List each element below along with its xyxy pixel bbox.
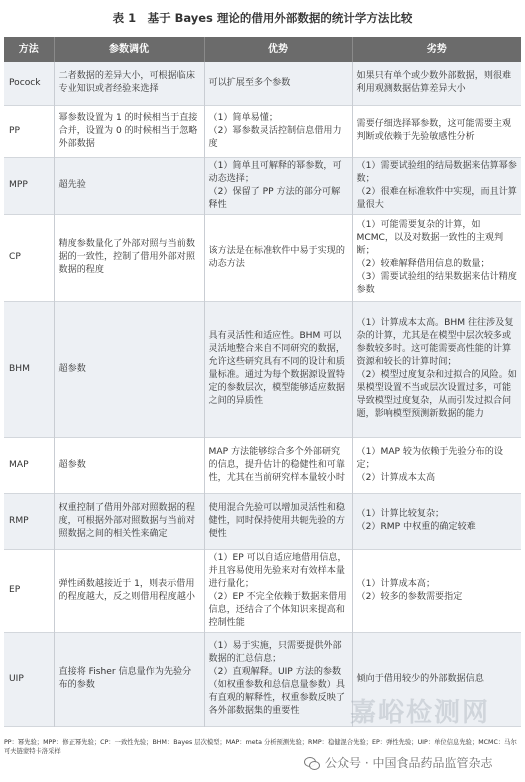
cons-cell: 倾向于借用较少的外部数据信息 <box>352 632 521 726</box>
tuning-cell: 超先验 <box>54 157 204 214</box>
method-cell: PP <box>4 105 54 157</box>
table-row <box>4 437 521 493</box>
header-method: 方法 <box>4 37 54 62</box>
cons-cell: 如果只有单个或少数外部数据，则很难利用观测数据估算差异大小 <box>352 62 521 105</box>
tuning-cell: 权重控制了借用外部对照数据的程度，可根据外部对照数据与当前对照数据之间的相关性来确定 <box>54 493 204 549</box>
header-tuning: 参数调优 <box>54 37 204 62</box>
table-footnote: PP：幂先验；MPP：修正幂先验；CP：一致性先验；BHM：Bayes 层次模型；MAP：meta 分析预测先验；RMP：稳健混合先验；EP：弹性先验；UIP：单位信息先验；MCMC：马尔可夫链蒙特卡洛采样 <box>4 739 517 755</box>
tuning-cell: 精度参数量化了外部对照与当前数据的一致性，控制了借用外部对照数据的程度 <box>54 214 204 301</box>
cons-cell: （1）可能需要复杂的计算，如 MCMC，以及对数据一致性的主观判断； （2）较难解释借用信息的数量； （3）需要试验组的结果数据来估计精度参数 <box>352 214 521 301</box>
table-row <box>4 157 521 214</box>
tuning-cell: 超参数 <box>54 301 204 437</box>
account-watermark <box>300 752 496 773</box>
cons-cell: （1）MAP 较为依赖于先验分布的设定； （2）计算成本太高 <box>352 437 521 493</box>
pros-cell: （1）简单且可解释的幂参数，可动态选择； （2）保留了 PP 方法的部分可解释性 <box>204 157 352 214</box>
method-cell: BHM <box>4 301 54 437</box>
cons-cell: （1）计算成本太高。BHM 往往涉及复杂的计算，尤其是在模型中层次较多或参数较多时。这可能需要高性能的计算资源和较长的计算时间； （2）模型过度复杂和过拟合的风险。如果模型设置不当或层次设置过多，可能导致模型过度复杂，从而引发过拟合问题，影响模型预测新数据的能力 <box>352 301 521 437</box>
cons-cell: （1）计算比较复杂； （2）RMP 中权重的确定较难 <box>352 493 521 549</box>
method-cell: RMP <box>4 493 54 549</box>
pros-cell: MAP 方法能够综合多个外部研究的信息，提升估计的稳健性和可靠性，尤其在当前研究样本量较小时 <box>204 437 352 493</box>
method-cell: MAP <box>4 437 54 493</box>
comparison-table <box>4 37 521 727</box>
pros-cell: （1）简单易懂； （2）幂参数灵活控制信息借用力度 <box>204 105 352 157</box>
method-cell: Pocock <box>4 62 54 105</box>
table-row <box>4 62 521 105</box>
tuning-cell: 直接将 Fisher 信息量作为先验分布的参数 <box>54 632 204 726</box>
table-row <box>4 549 521 632</box>
method-cell: MPP <box>4 157 54 214</box>
header-pros: 优势 <box>204 37 352 62</box>
pros-cell: 具有灵活性和适应性。BHM 可以灵活地整合来自不同研究的数据，允许这些研究具有不同的设计和质量标准。通过为每个数据源设置特定的参数层次，模型能够适应数据之间的异质性 <box>204 301 352 437</box>
account-label: 公众号 · 中国食品药品监管杂志 <box>325 756 493 770</box>
pros-cell: 该方法是在标准软件中易于实现的动态方法 <box>204 214 352 301</box>
table-row <box>4 105 521 157</box>
header-cons: 劣势 <box>352 37 521 62</box>
method-cell: EP <box>4 549 54 632</box>
cons-cell: （1）需要试验组的结局数据来估算幂参数； （2）很难在标准软件中实现，而且计算量很大 <box>352 157 521 214</box>
method-cell: UIP <box>4 632 54 726</box>
table-caption: 表 1 基于 Bayes 理论的借用外部数据的统计学方法比较 <box>112 11 413 25</box>
method-cell: CP <box>4 214 54 301</box>
pros-cell: 可以扩展至多个参数 <box>204 62 352 105</box>
pros-cell: （1）EP 可以自适应地借用信息，并且容易使用先验来对有效样本量进行量化； （2）EP 不完全依赖于数据来借用信息，还结合了个体知识来提高和控制性能 <box>204 549 352 632</box>
site-watermark: 嘉峪检测网 <box>350 698 491 728</box>
table-row <box>4 214 521 301</box>
table-header-row <box>4 37 521 62</box>
tuning-cell: 超参数 <box>54 437 204 493</box>
cons-cell: （1）计算成本高； （2）较多的参数需要指定 <box>352 549 521 632</box>
cons-cell: 需要仔细选择幂参数，这可能需要主观判断或依赖于先验敏感性分析 <box>352 105 521 157</box>
table-row <box>4 301 521 437</box>
tuning-cell: 二者数据的差异大小，可根据临床专业知识或者经验来选择 <box>54 62 204 105</box>
pros-cell: （1）易于实施，只需要提供外部数据的汇总信息； （2）直观解释。UIP 方法的参数（如权重参数和总信息量参数）具有直观的解释性，权重参数反映了各外部数据集的重要性 <box>204 632 352 726</box>
tuning-cell: 幂参数设置为 1 的时候相当于直接合并，设置为 0 的时候相当于忽略外部数据 <box>54 105 204 157</box>
tuning-cell: 弹性函数越接近于 1，则表示借用的程度越大，反之则借用程度越小 <box>54 549 204 632</box>
wechat-icon <box>304 756 320 770</box>
table-row <box>4 493 521 549</box>
pros-cell: 使用混合先验可以增加灵活性和稳健性，同时保持使用共轭先验的方便性 <box>204 493 352 549</box>
